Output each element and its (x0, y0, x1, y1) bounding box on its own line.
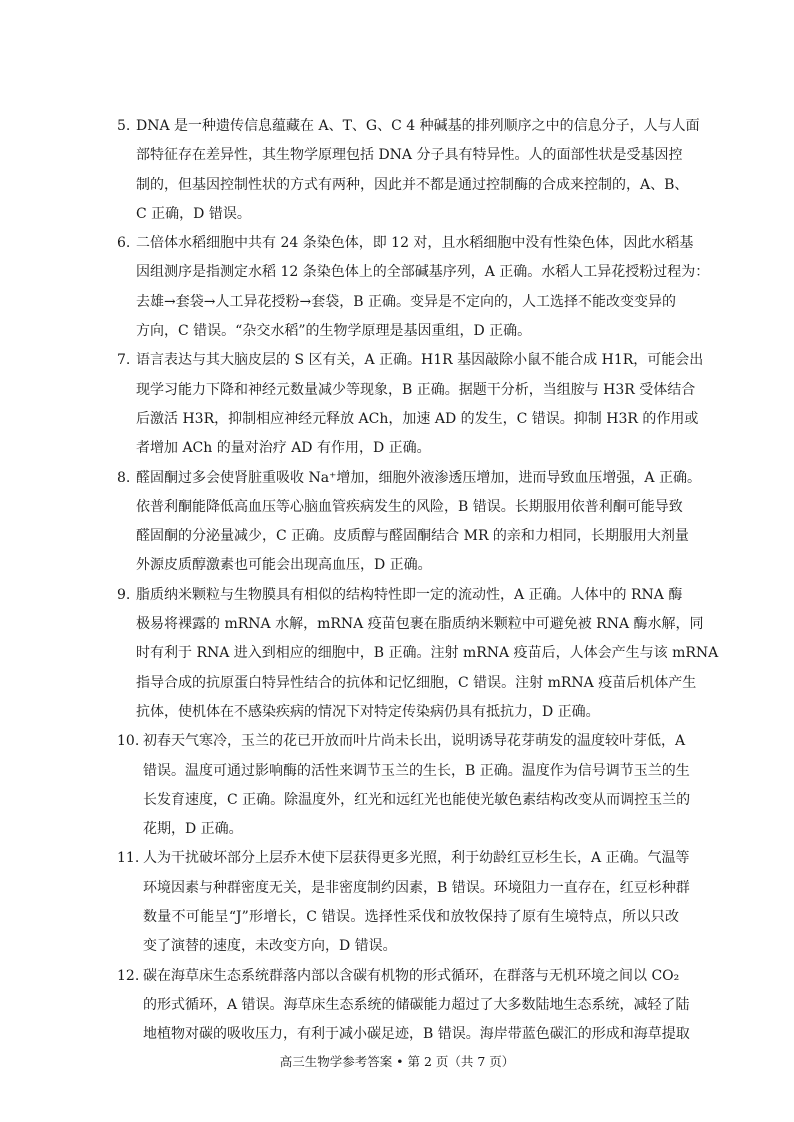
answer-text (136, 464, 701, 581)
text-line: 部特征存在差异性，其生物学原理包括 DNA 分子具有特异性。人的面部性状是受基因控 (136, 147, 683, 164)
text-line: 人为干扰破坏部分上层乔木使下层获得更多光照，利于幼龄红豆杉生长，A 正确。气温等 (143, 850, 690, 867)
text-line: 后激活 H3R，抑制相应神经元释放 ACh，加速 AD 的发生，C 错误。抑制 H3R 的作用或 (136, 410, 699, 427)
text-line: 方向，C 错误。“杂交水稻”的生物学原理是基因重组，D 正确。 (136, 323, 532, 340)
question-number: 7. (117, 352, 131, 369)
answer-text (136, 229, 710, 346)
text-line: 脂质纳米颗粒与生物膜具有相似的结构特性即一定的流动性，A 正确。人体中的 RNA 酶 (136, 586, 683, 603)
text-line: 醛固酮过多会使肾脏重吸收 Na⁺增加，细胞外液渗透压增加，进而导致血压增强，A 正确。 (136, 469, 701, 486)
text-line: 极易将裸露的 mRNA 水解，mRNA 疫苗包裹在脂质纳米颗粒中可避免被 RNA 酶水解，同 (136, 616, 704, 633)
text-line: 抗体，使机体在不感染疾病的情况下对特定传染病仍具有抵抗力，D 正确。 (136, 703, 600, 720)
question-number: 11. (117, 850, 140, 867)
text-line: 者增加 ACh 的量对治疗 AD 有作用，D 正确。 (136, 440, 431, 457)
text-line: 地植物对碳的吸收压力，有利于减小碳足迹，B 错误。海岸带蓝色碳汇的形成和海草提取 (143, 1026, 690, 1043)
answer-item (117, 346, 704, 463)
question-number: 5. (117, 118, 131, 134)
text-line: 依普利酮能降低高血压等心脑血管疾病发生的风险，B 错误。长期服用依普利酮可能导致 (136, 498, 683, 515)
text-line: 花期，D 正确。 (143, 821, 243, 838)
text-line: 指导合成的抗原蛋白特异性结合的抗体和记忆细胞，C 错误。注射 mRNA 疫苗后机体产生 (136, 674, 697, 691)
question-number: 6. (117, 235, 131, 252)
answer-item (117, 581, 719, 727)
text-line: 碳在海草床生态系统群落内部以含碳有机物的形式循环，在群落与无机环境之间以 CO₂ (143, 967, 680, 984)
answer-text (143, 844, 690, 961)
answer-document (117, 112, 719, 1050)
answer-text (143, 962, 690, 1050)
text-line: 初春天气寒冷，玉兰的花已开放而叶片尚未长出，说明诱导花芽萌发的温度较叶芽低，A (143, 733, 686, 750)
text-line: 长发育速度，C 正确。除温度外，红光和远红光也能使光敏色素结构改变从而调控玉兰的 (143, 791, 691, 808)
question-number: 10. (117, 733, 140, 750)
answer-item (117, 844, 690, 961)
question-number: 12. (117, 967, 140, 984)
text-line: 变了演替的速度，未改变方向，D 错误。 (143, 938, 397, 955)
answer-text (136, 581, 719, 727)
text-line: 制的，但基因控制性状的方式有两种，因此并不都是通过控制酶的合成来控制的，A、B、 (136, 176, 689, 193)
text-line: 去雄→套袋→人工异花授粉→套袋，B 正确。变异是不定向的，人工选择不能改变变异的 (136, 293, 676, 310)
text-line: 错误。温度可通过影响酶的活性来调节玉兰的生长，B 正确。温度作为信号调节玉兰的生 (143, 762, 690, 779)
text-line: 时有利于 RNA 进入到相应的细胞中，B 正确。注射 mRNA 疫苗后，人体会产生与该 mRNA (136, 645, 719, 662)
answer-item (117, 112, 700, 229)
text-line: 因组测序是指测定水稻 12 条染色体上的全部碱基序列，A 正确。水稻人工异花授粉过程为： (136, 264, 710, 281)
page-footer: 高三生物学参考答案 • 第 2 页（共 7 页） (279, 1054, 515, 1069)
answer-text (143, 727, 691, 844)
text-line: DNA 是一种遗传信息蕴藏在 A、T、G、C 4 种碱基的排列顺序之中的信息分子，人与人面 (136, 118, 700, 134)
text-line: 环境因素与种群密度无关，是非密度制约因素，B 错误。环境阻力一直存在，红豆杉种群 (143, 879, 690, 896)
text-line: 的形式循环，A 错误。海草床生态系统的储碳能力超过了大多数陆地生态系统，减轻了陆 (143, 996, 690, 1013)
text-line: 现学习能力下降和神经元数量减少等现象，B 正确。据题干分析，当组胺与 H3R 受体结合 (136, 381, 696, 398)
text-line: C 正确，D 错误。 (136, 205, 251, 222)
answer-item (117, 727, 691, 844)
text-line: 语言表达与其大脑皮层的 S 区有关，A 正确。H1R 基因敲除小鼠不能合成 H1R，可能会出 (136, 352, 704, 369)
answer-item (117, 229, 710, 346)
answer-text (136, 112, 700, 229)
text-line: 醛固酮的分泌量减少，C 正确。皮质醇与醛固酮结合 MR 的亲和力相同，长期服用大剂量 (136, 528, 689, 545)
question-number: 9. (117, 586, 131, 603)
answer-item (117, 962, 690, 1050)
text-line: 外源皮质醇激素也可能会出现高血压，D 正确。 (136, 557, 432, 574)
answer-item (117, 464, 701, 581)
text-line: 二倍体水稻细胞中共有 24 条染色体，即 12 对，且水稻细胞中没有性染色体，因此水稻基 (136, 235, 694, 252)
text-line: 数量不可能呈“J”形增长，C 错误。选择性采伐和放牧保持了原有生境特点，所以只改 (143, 909, 679, 926)
answer-text (136, 346, 704, 463)
question-number: 8. (117, 469, 131, 486)
